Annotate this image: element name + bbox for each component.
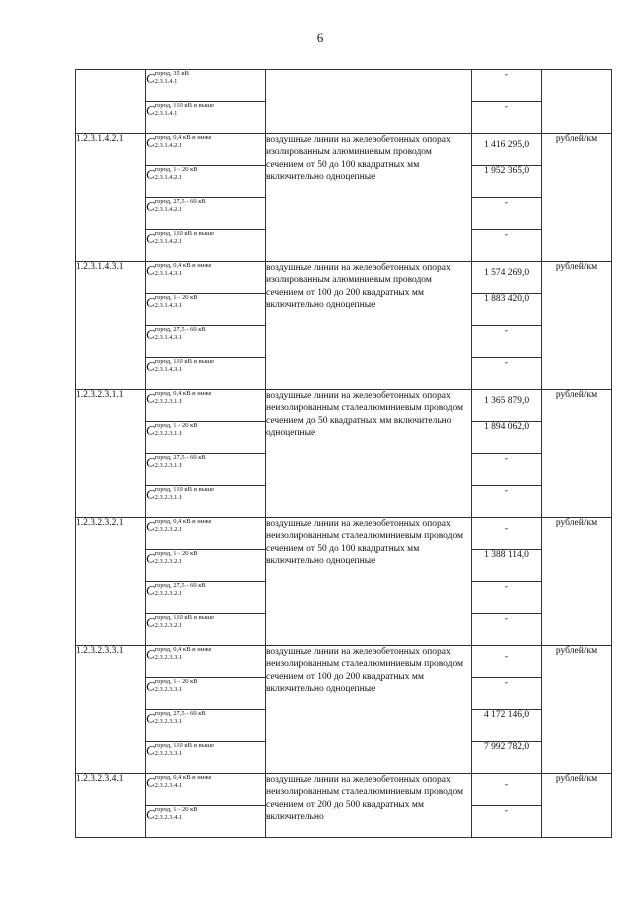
item-code: 1.2.3.1.4.2.1 (76, 134, 146, 262)
rate-subscript: 2.3.1.4.3.1 (154, 366, 183, 373)
rate-subscript: 2.3.1.4.2.1 (154, 142, 183, 149)
rate-variable (146, 230, 214, 246)
rate-superscript: город, 1 - 20 кВ (154, 678, 198, 685)
item-code: 1.2.3.2.3.4.1 (76, 774, 146, 838)
rate-letter: C (146, 390, 155, 406)
table-row (76, 646, 612, 678)
table-row (76, 390, 612, 422)
rate-subscript: 2.3.2.3.1.1 (154, 398, 183, 405)
rate-variable (146, 390, 212, 406)
rate-letter: C (146, 710, 155, 726)
rate-symbol (146, 518, 266, 550)
item-code: 1.2.3.2.3.2.1 (76, 518, 146, 646)
rate-variable (146, 774, 212, 790)
page-number: 6 (316, 30, 324, 45)
rate-subscript: 2.3.1.4.2.1 (154, 238, 183, 245)
rate-superscript: город, 27,5 - 60 кВ (154, 582, 206, 589)
rate-superscript: город, 0,4 кВ и ниже (154, 134, 212, 141)
rate-letter: C (146, 550, 155, 566)
rate-symbol (146, 134, 266, 166)
rate-variable (146, 486, 214, 502)
table-row (76, 518, 612, 550)
rate-variable (146, 166, 198, 182)
item-description (266, 70, 472, 134)
rate-variable (146, 358, 214, 374)
rate-subscript: 2.3.2.3.4.1 (154, 782, 183, 789)
unit-of-measure: рублей/км (542, 390, 612, 518)
rate-superscript: город, 1 - 20 кВ (154, 550, 198, 557)
rate-letter: C (146, 582, 155, 598)
rate-symbol (146, 774, 266, 806)
rate-value: - (472, 230, 542, 262)
rate-symbol (146, 646, 266, 678)
rate-variable (146, 422, 198, 438)
item-description: воздушные линии на железобетонных опорах неизолированным сталеалюминиевым проводом сечением от 200 до 500 квадратных мм включительно (266, 774, 472, 838)
rate-subscript: 2.3.2.3.1.1 (154, 494, 183, 501)
rate-superscript: город, 110 кВ и выше (154, 358, 214, 365)
rate-superscript: город, 0,4 кВ и ниже (154, 390, 212, 397)
rate-value: 1 574 269,0 (472, 262, 542, 294)
rate-value: - (472, 70, 542, 102)
table-row (76, 262, 612, 294)
rate-symbol (146, 806, 266, 838)
rate-variable (146, 646, 212, 662)
rate-superscript: город, 1 - 20 кВ (154, 806, 198, 813)
rate-subscript: 2.3.1.4.2.1 (154, 206, 183, 213)
rate-subscript: 2.3.2.3.3.1 (154, 686, 183, 693)
rate-symbol (146, 262, 266, 294)
rate-symbol (146, 198, 266, 230)
rate-letter: C (146, 102, 155, 118)
rate-value: 1 365 879,0 (472, 390, 542, 422)
unit-of-measure: рублей/км (542, 774, 612, 838)
rate-subscript: 2.3.2.3.2.1 (154, 526, 183, 533)
rate-letter: C (146, 774, 155, 790)
rate-variable (146, 742, 214, 758)
rate-variable (146, 614, 214, 630)
rate-letter: C (146, 454, 155, 470)
rate-letter: C (146, 678, 155, 694)
item-code: 1.2.3.1.4.3.1 (76, 262, 146, 390)
rate-superscript: город, 110 кВ и выше (154, 614, 214, 621)
rate-superscript: город, 110 кВ и выше (154, 230, 214, 237)
rate-value: - (472, 614, 542, 646)
rate-letter: C (146, 742, 155, 758)
rate-variable (146, 550, 198, 566)
rate-letter: C (146, 262, 155, 278)
rate-value: - (472, 486, 542, 518)
item-description: воздушные линии на железобетонных опорах изолированным алюминиевым проводом сечением от 100 до 200 квадратных мм включительно одноцепные (266, 262, 472, 390)
rate-letter: C (146, 646, 155, 662)
rates-table-body (76, 70, 612, 838)
rate-letter: C (146, 198, 155, 214)
item-code (76, 70, 146, 134)
rate-superscript: город, 27,5 - 60 кВ (154, 710, 206, 717)
rate-value: - (472, 198, 542, 230)
rate-superscript: город, 0,4 кВ и ниже (154, 646, 212, 653)
rate-letter: C (146, 326, 155, 342)
rate-value: - (472, 454, 542, 486)
item-code: 1.2.3.2.3.1.1 (76, 390, 146, 518)
rate-variable (146, 518, 212, 534)
rate-variable (146, 806, 198, 822)
rate-value: - (472, 326, 542, 358)
rate-superscript: город, 1 - 20 кВ (154, 422, 198, 429)
rate-superscript: город, 27,5 - 60 кВ (154, 198, 206, 205)
rate-symbol (146, 710, 266, 742)
rate-letter: C (146, 166, 155, 182)
rate-subscript: 2.3.2.3.3.1 (154, 654, 183, 661)
item-description: воздушные линии на железобетонных опорах неизолированным сталеалюминиевым проводом сечением до 50 квадратных мм включительно одноцепные (266, 390, 472, 518)
rate-letter: C (146, 358, 155, 374)
rate-letter: C (146, 422, 155, 438)
rate-variable (146, 454, 206, 470)
rate-symbol (146, 742, 266, 774)
rate-value: - (472, 646, 542, 678)
item-code: 1.2.3.2.3.3.1 (76, 646, 146, 774)
rate-superscript: город, 27,5 - 60 кВ (154, 454, 206, 461)
rate-superscript: город, 35 кВ (154, 70, 189, 77)
rate-value: - (472, 582, 542, 614)
rate-symbol (146, 422, 266, 454)
rate-subscript: 2.3.1.4.1 (154, 110, 178, 117)
rate-subscript: 2.3.2.3.2.1 (154, 590, 183, 597)
rate-superscript: город, 110 кВ и выше (154, 486, 214, 493)
rate-symbol (146, 614, 266, 646)
rate-value: 1 883 420,0 (472, 294, 542, 326)
rate-variable (146, 134, 212, 150)
rate-value: - (472, 518, 542, 550)
rate-letter: C (146, 486, 155, 502)
rate-superscript: город, 0,4 кВ и ниже (154, 774, 212, 781)
rate-value: - (472, 678, 542, 710)
item-description: воздушные линии на железобетонных опорах изолированным алюминиевым проводом сечением от 50 до 100 квадратных мм включительно одноцепные (266, 134, 472, 262)
rate-superscript: город, 1 - 20 кВ (154, 294, 198, 301)
rate-superscript: город, 27,5 - 60 кВ (154, 326, 206, 333)
table-row (76, 70, 612, 102)
unit-of-measure: рублей/км (542, 518, 612, 646)
rate-variable (146, 102, 214, 118)
rates-table (75, 69, 612, 838)
rate-subscript: 2.3.1.4.3.1 (154, 334, 183, 341)
table-row (76, 134, 612, 166)
rate-value: - (472, 358, 542, 390)
rate-letter: C (146, 230, 155, 246)
rate-value: - (472, 102, 542, 134)
table-row (76, 774, 612, 806)
rate-variable (146, 678, 198, 694)
rate-symbol (146, 326, 266, 358)
rate-variable (146, 710, 206, 726)
rate-variable (146, 326, 206, 342)
rate-value: - (472, 806, 542, 838)
rate-subscript: 2.3.2.3.2.1 (154, 558, 183, 565)
rate-symbol (146, 390, 266, 422)
rate-value: 7 992 782,0 (472, 742, 542, 774)
rate-subscript: 2.3.2.3.4.1 (154, 814, 183, 821)
rate-variable (146, 70, 189, 86)
rate-superscript: город, 0,4 кВ и ниже (154, 518, 212, 525)
rate-letter: C (146, 518, 155, 534)
rate-subscript: 2.3.1.4.1 (154, 78, 178, 85)
rate-subscript: 2.3.1.4.3.1 (154, 302, 183, 309)
rate-symbol (146, 358, 266, 390)
rate-symbol (146, 454, 266, 486)
item-description: воздушные линии на железобетонных опорах неизолированным сталеалюминиевым проводом сечением от 50 до 100 квадратных мм включительно одноцепные (266, 518, 472, 646)
rate-letter: C (146, 614, 155, 630)
rate-symbol (146, 294, 266, 326)
rate-symbol (146, 102, 266, 134)
rate-variable (146, 262, 212, 278)
rate-symbol (146, 486, 266, 518)
rate-value: 1 952 365,0 (472, 166, 542, 198)
unit-of-measure: рублей/км (542, 646, 612, 774)
rate-variable (146, 582, 206, 598)
rate-value: 1 388 114,0 (472, 550, 542, 582)
rate-symbol (146, 582, 266, 614)
rate-subscript: 2.3.2.3.1.1 (154, 430, 183, 437)
rate-value: 1 416 295,0 (472, 134, 542, 166)
rate-subscript: 2.3.1.4.3.1 (154, 270, 183, 277)
rate-superscript: город, 110 кВ и выше (154, 742, 214, 749)
rate-letter: C (146, 806, 155, 822)
rate-subscript: 2.3.1.4.2.1 (154, 174, 183, 181)
rate-variable (146, 198, 206, 214)
unit-of-measure (542, 70, 612, 134)
rate-letter: C (146, 134, 155, 150)
rate-variable (146, 294, 198, 310)
rate-symbol (146, 550, 266, 582)
rate-superscript: город, 1 - 20 кВ (154, 166, 198, 173)
rate-symbol (146, 678, 266, 710)
rate-value: - (472, 774, 542, 806)
rate-superscript: город, 0,4 кВ и ниже (154, 262, 212, 269)
rate-value: 1 894 062,0 (472, 422, 542, 454)
unit-of-measure: рублей/км (542, 134, 612, 262)
rate-subscript: 2.3.2.3.3.1 (154, 718, 183, 725)
rate-superscript: город, 110 кВ и выше (154, 102, 214, 109)
unit-of-measure: рублей/км (542, 262, 612, 390)
rate-letter: C (146, 70, 155, 86)
rate-letter: C (146, 294, 155, 310)
item-description: воздушные линии на железобетонных опорах неизолированным сталеалюминиевым проводом сечением от 100 до 200 квадратных мм включительно одноцепные (266, 646, 472, 774)
rate-subscript: 2.3.2.3.2.1 (154, 622, 183, 629)
rate-symbol (146, 70, 266, 102)
rate-subscript: 2.3.2.3.1.1 (154, 462, 183, 469)
rate-symbol (146, 230, 266, 262)
rate-subscript: 2.3.2.3.3.1 (154, 750, 183, 757)
rate-symbol (146, 166, 266, 198)
rate-value: 4 172 146,0 (472, 710, 542, 742)
